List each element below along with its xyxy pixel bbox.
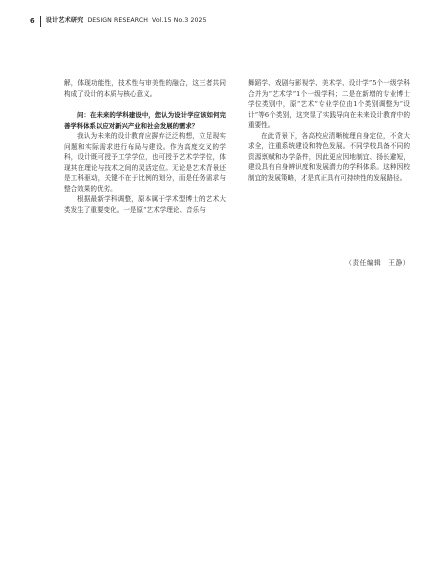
editor-credit: （责任编辑 王静） xyxy=(345,259,410,267)
left-column xyxy=(64,78,226,215)
answer-paragraph: 我认为未来的设计教育应摒弃泛泛构想，立足现实问题和实际需求进行布局与建设。作为高度交叉的学科，设计既可授予工学学位，也可授予艺术学学位，体现其在理论与技术之间的灵活定位。无论是艺术背景还是工科驱动，关键不在于比例的划分，而是任务需求与整合效果的优劣。 xyxy=(64,132,226,193)
journal-title-cn: 设计艺术研究 xyxy=(45,17,84,24)
answer-paragraph: 根据最新学科调整，原本属于学术型博士的艺术大类发生了重要变化。一是原“艺术学理论、音乐与 xyxy=(64,195,226,214)
paragraph-continued: 舞蹈学、戏剧与影视学、美术学、设计学”5个一级学科合并为“艺术学”1个一级学科；二是在新增的专业博士学位类别中，原“艺术”专业学位由1个类别调整为“设计”等6个类别，这突显了实践导向在未来设计教育中的重要性。 xyxy=(248,79,410,129)
paragraph-continued: 解，体现功能性，技术性与审美性的融合，这三者共同构成了设计的本质与核心意义。 xyxy=(64,79,226,98)
interview-question: 问：在未来的学科建设中，您认为设计学应该如何完善学科体系以应对新兴产业和社会发展的需求？ xyxy=(64,111,226,130)
answer-paragraph: 在此背景下，各高校应清晰梳理自身定位，不贪大求全，注重系统建设和特色发展。不同学校具备不同的资源禀赋和办学条件，因此更应因地制宜、扬长避短，建设具有自身辨识度和发展潜力的学科体系。这种因校制宜的发展策略，才是真正具有可持续性的发展路径。 xyxy=(248,131,410,182)
header-divider xyxy=(40,16,41,27)
right-column xyxy=(248,78,410,183)
journal-title-en: DESIGN RESEARCH xyxy=(87,17,148,24)
page-number: 6 xyxy=(30,17,35,25)
volume-issue: Vol.15 No.3 2025 xyxy=(152,17,207,24)
running-header xyxy=(30,14,209,28)
